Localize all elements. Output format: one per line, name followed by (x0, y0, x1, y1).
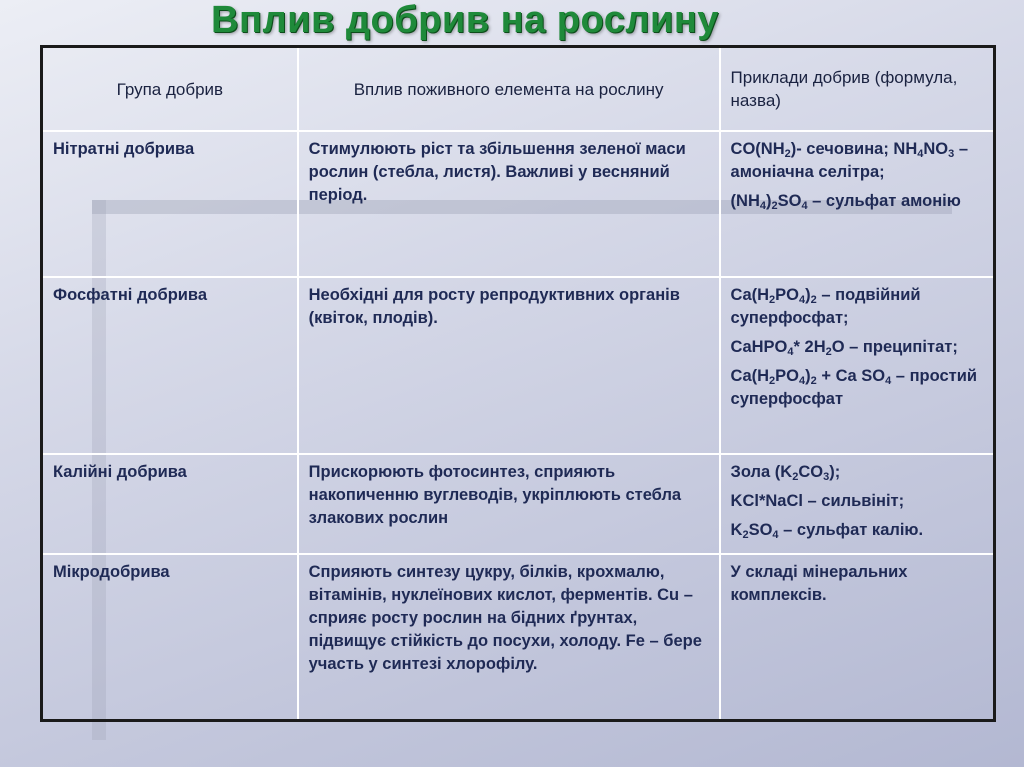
example-item: $Ca(H_2PO_4)_2 + Ca$ $SO_4$ – простий суперфосфат (730, 367, 978, 408)
example-item: CaHPO$_4$* $2H_2O$ – преципітат; (730, 338, 958, 358)
header-effect: Вплив поживного елемента на рослину (298, 47, 720, 132)
table-row (42, 277, 995, 454)
header-group: Група добрив (42, 47, 298, 132)
example-item: $K_2SO_4$ – сульфат калію. (730, 521, 924, 541)
example-item: KCl*NaCl – сильвініт; (730, 492, 905, 510)
example-item: $(NH_4)_2SO_4$ – сульфат амонію (730, 192, 961, 212)
row-effect-micro: Сприяють синтезу цукру, білків, крохмалю, вітамінів, нуклеїнових кислот, ферментів. Cu – сприяє росту рослин на бідних ґрунтах, підвищує стійкість до посухи, холоду. Fe – бере участь у синтезі хлорофілу. (298, 554, 720, 721)
fertilizer-table (40, 45, 996, 722)
row-group-phosphate: Фосфатні добрива (42, 277, 298, 454)
table-header-row (42, 47, 995, 132)
slide-title: Вплив добрив на рослину (211, 0, 719, 41)
example-item: Зола $(K_2CO_3)$; (730, 463, 841, 483)
header-examples: Приклади добрив (формула, назва) (720, 47, 995, 132)
row-group-micro: Мікродобрива (42, 554, 298, 721)
row-examples-micro (720, 554, 995, 721)
example-item: У складі мінеральних комплексів. (730, 563, 908, 604)
example-item: $Ca(H_2PO_4)_2$ – подвійний суперфосфат; (730, 286, 921, 327)
row-group-potassium: Калійні добрива (42, 454, 298, 554)
row-group-nitrate: Нітратні добрива (42, 131, 298, 277)
row-effect-phosphate: Необхідні для росту репродуктивних органів (квіток, плодів). (298, 277, 720, 454)
table-row (42, 454, 995, 554)
row-examples-potassium (720, 454, 995, 554)
example-item: $CO(NH_2)-$ сечовина; $NH_4NO_3$ – амоніачна селітра; (730, 140, 969, 181)
row-effect-potassium: Прискорюють фотосинтез, сприяють накопиченню вуглеводів, укріплюють стебла злакових рослин (298, 454, 720, 554)
row-effect-nitrate: Стимулюють ріст та збільшення зеленої маси рослин (стебла, листя). Важливі у весняний період. (298, 131, 720, 277)
row-examples-phosphate (720, 277, 995, 454)
table-row (42, 131, 995, 277)
row-examples-nitrate (720, 131, 995, 277)
table-row (42, 554, 995, 721)
